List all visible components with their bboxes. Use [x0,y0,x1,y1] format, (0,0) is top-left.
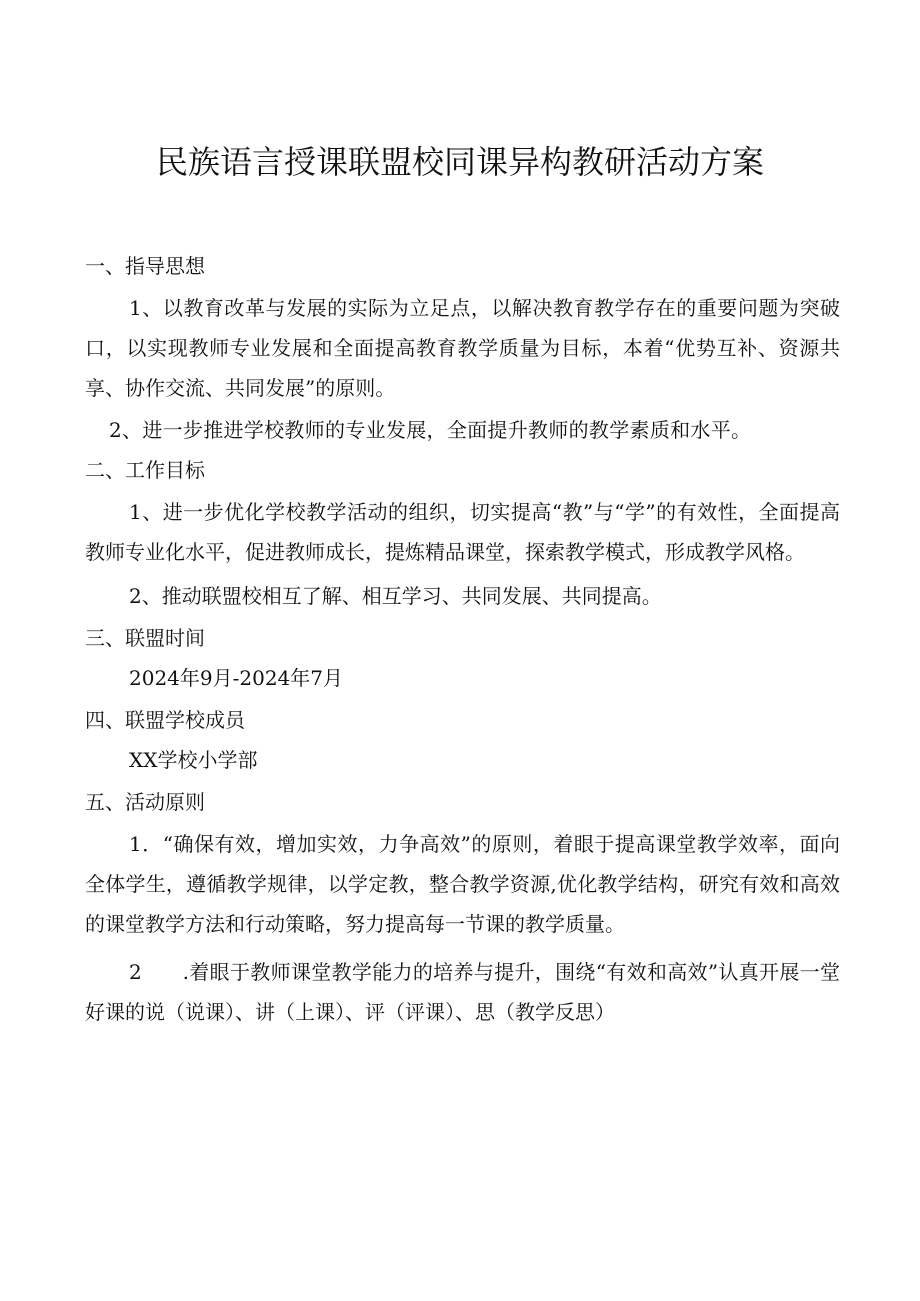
member-school: XX学校小学部 [129,748,258,772]
section-alliance-members [85,700,840,780]
section-heading: 四、联盟学校成员 [85,708,245,732]
section-heading: 一、指导思想 [85,254,205,278]
document-title: 民族语言授课联盟校同课异构教研活动方案 [155,143,764,181]
section-heading: 五、活动原则 [85,790,205,814]
paragraph: 2 .着眼于教师课堂教学能力的培养与提升，围绕“有效和高效”认真开展一堂好课的说（说课）、讲（上课）、评（评课）、思（教学反思） [85,960,840,1024]
paragraph: 1、以教育改革与发展的实际为立足点，以解决教育教学存在的重要问题为突破口，以实现教师专业发展和全面提高教育教学质量为目标，本着“优势互补、资源共享、协作交流、共同发展”的原则。 [85,296,840,400]
section-alliance-time [85,618,840,698]
section-heading: 二、工作目标 [85,458,205,482]
section-work-goals [85,450,840,616]
paragraph: 2、推动联盟校相互了解、相互学习、共同发展、共同提高。 [129,584,662,608]
section-heading: 三、联盟时间 [85,626,205,650]
section-activity-principles [85,782,840,1032]
paragraph: 1、进一步优化学校教学活动的组织，切实提高“教”与“学”的有效性，全面提高教师专业化水平，促进教师成长，提炼精品课堂，探索教学模式，形成教学风格。 [85,500,840,564]
date-range: 2024年9月-2024年7月 [129,666,344,690]
document-body [85,246,840,1032]
section-guiding-ideology [85,246,840,450]
paragraph: 1．“确保有效，增加实效，力争高效”的原则，着眼于提高课堂教学效率，面向全体学生，遵循教学规律，以学定教，整合教学资源,优化教学结构，研究有效和高效的课堂教学方法和行动策略，努力提高每一节课的教学质量。 [85,832,840,936]
paragraph: 2、进一步推进学校教师的专业发展，全面提升教师的教学素质和水平。 [109,418,752,442]
